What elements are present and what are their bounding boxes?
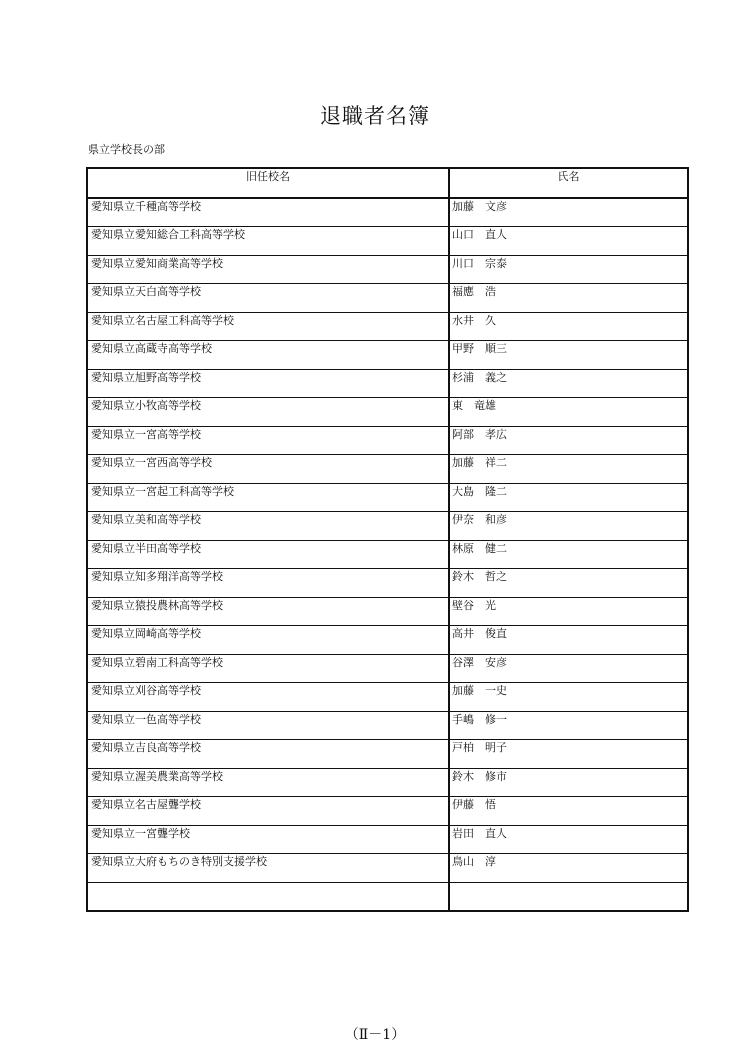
school-name-cell: 愛知県立刈谷高等学校 <box>87 683 449 712</box>
school-name-cell: 愛知県立知多翔洋高等学校 <box>87 569 449 598</box>
table-row <box>87 768 688 797</box>
person-name-cell: 大島 隆二 <box>449 483 688 512</box>
page-number: （Ⅱ－1） <box>344 1027 406 1043</box>
table-row <box>87 426 688 455</box>
table-body <box>87 198 688 912</box>
person-name-cell: 伊奈 和彦 <box>449 512 688 541</box>
person-name-cell: 阿部 孝広 <box>449 426 688 455</box>
table-row <box>87 626 688 655</box>
person-name-cell: 戸柏 明子 <box>449 740 688 769</box>
table-row <box>87 483 688 512</box>
person-name-cell: 加藤 一史 <box>449 683 688 712</box>
person-name-cell: 鈴木 哲之 <box>449 569 688 598</box>
school-name-cell: 愛知県立一宮起工科高等学校 <box>87 483 449 512</box>
table-row <box>87 455 688 484</box>
person-name-cell: 川口 宗泰 <box>449 255 688 284</box>
table-row <box>87 654 688 683</box>
school-name-cell: 愛知県立岡崎高等学校 <box>87 626 449 655</box>
school-name-cell: 愛知県立一宮西高等学校 <box>87 455 449 484</box>
table-row <box>87 227 688 256</box>
school-name-cell: 愛知県立大府もちのき特別支援学校 <box>87 854 449 883</box>
person-name-cell: 手嶋 修一 <box>449 711 688 740</box>
table-row <box>87 597 688 626</box>
person-name-cell: 東 竜雄 <box>449 398 688 427</box>
table-row <box>87 512 688 541</box>
table-row <box>87 284 688 313</box>
school-name-cell: 愛知県立愛知総合工科高等学校 <box>87 227 449 256</box>
person-name-cell <box>449 882 688 911</box>
column-header-name: 氏名 <box>449 168 688 198</box>
person-name-cell: 山口 直人 <box>449 227 688 256</box>
person-name-cell: 杉浦 義之 <box>449 369 688 398</box>
person-name-cell: 谷澤 安彦 <box>449 654 688 683</box>
school-name-cell: 愛知県立猿投農林高等学校 <box>87 597 449 626</box>
section-label: 県立学校長の部 <box>88 143 165 156</box>
table-row <box>87 198 688 227</box>
school-name-cell: 愛知県立旭野高等学校 <box>87 369 449 398</box>
person-name-cell: 伊藤 悟 <box>449 797 688 826</box>
person-name-cell: 林原 健二 <box>449 540 688 569</box>
person-name-cell: 鈴木 修市 <box>449 768 688 797</box>
school-name-cell: 愛知県立名古屋工科高等学校 <box>87 312 449 341</box>
person-name-cell: 高井 俊直 <box>449 626 688 655</box>
table-row <box>87 797 688 826</box>
table-row <box>87 398 688 427</box>
person-name-cell: 加藤 文彦 <box>449 198 688 227</box>
school-name-cell: 愛知県立吉良高等学校 <box>87 740 449 769</box>
table-row <box>87 854 688 883</box>
school-name-cell <box>87 882 449 911</box>
column-header-school: 旧任校名 <box>87 168 449 198</box>
person-name-cell: 加藤 祥二 <box>449 455 688 484</box>
school-name-cell: 愛知県立渥美農業高等学校 <box>87 768 449 797</box>
table-row <box>87 569 688 598</box>
person-name-cell: 甲野 順三 <box>449 341 688 370</box>
school-name-cell: 愛知県立天白高等学校 <box>87 284 449 313</box>
school-name-cell: 愛知県立半田高等学校 <box>87 540 449 569</box>
person-name-cell: 岩田 直人 <box>449 825 688 854</box>
school-name-cell: 愛知県立碧南工科高等学校 <box>87 654 449 683</box>
table-row <box>87 882 688 911</box>
table-row <box>87 825 688 854</box>
table-row <box>87 341 688 370</box>
table-row <box>87 711 688 740</box>
school-name-cell: 愛知県立愛知商業高等学校 <box>87 255 449 284</box>
document-title: 退職者名簿 <box>320 104 430 128</box>
school-name-cell: 愛知県立高蔵寺高等学校 <box>87 341 449 370</box>
school-name-cell: 愛知県立名古屋聾学校 <box>87 797 449 826</box>
school-name-cell: 愛知県立千種高等学校 <box>87 198 449 227</box>
school-name-cell: 愛知県立一宮高等学校 <box>87 426 449 455</box>
table-row <box>87 312 688 341</box>
table-row <box>87 255 688 284</box>
table-row <box>87 683 688 712</box>
table-header-row <box>87 168 688 198</box>
school-name-cell: 愛知県立一宮聾学校 <box>87 825 449 854</box>
table-row <box>87 540 688 569</box>
school-name-cell: 愛知県立美和高等学校 <box>87 512 449 541</box>
person-name-cell: 福應 浩 <box>449 284 688 313</box>
person-name-cell: 壁谷 光 <box>449 597 688 626</box>
person-name-cell: 鳥山 淳 <box>449 854 688 883</box>
retiree-table <box>86 167 689 912</box>
school-name-cell: 愛知県立一色高等学校 <box>87 711 449 740</box>
table-row <box>87 369 688 398</box>
table-row <box>87 740 688 769</box>
school-name-cell: 愛知県立小牧高等学校 <box>87 398 449 427</box>
person-name-cell: 水井 久 <box>449 312 688 341</box>
